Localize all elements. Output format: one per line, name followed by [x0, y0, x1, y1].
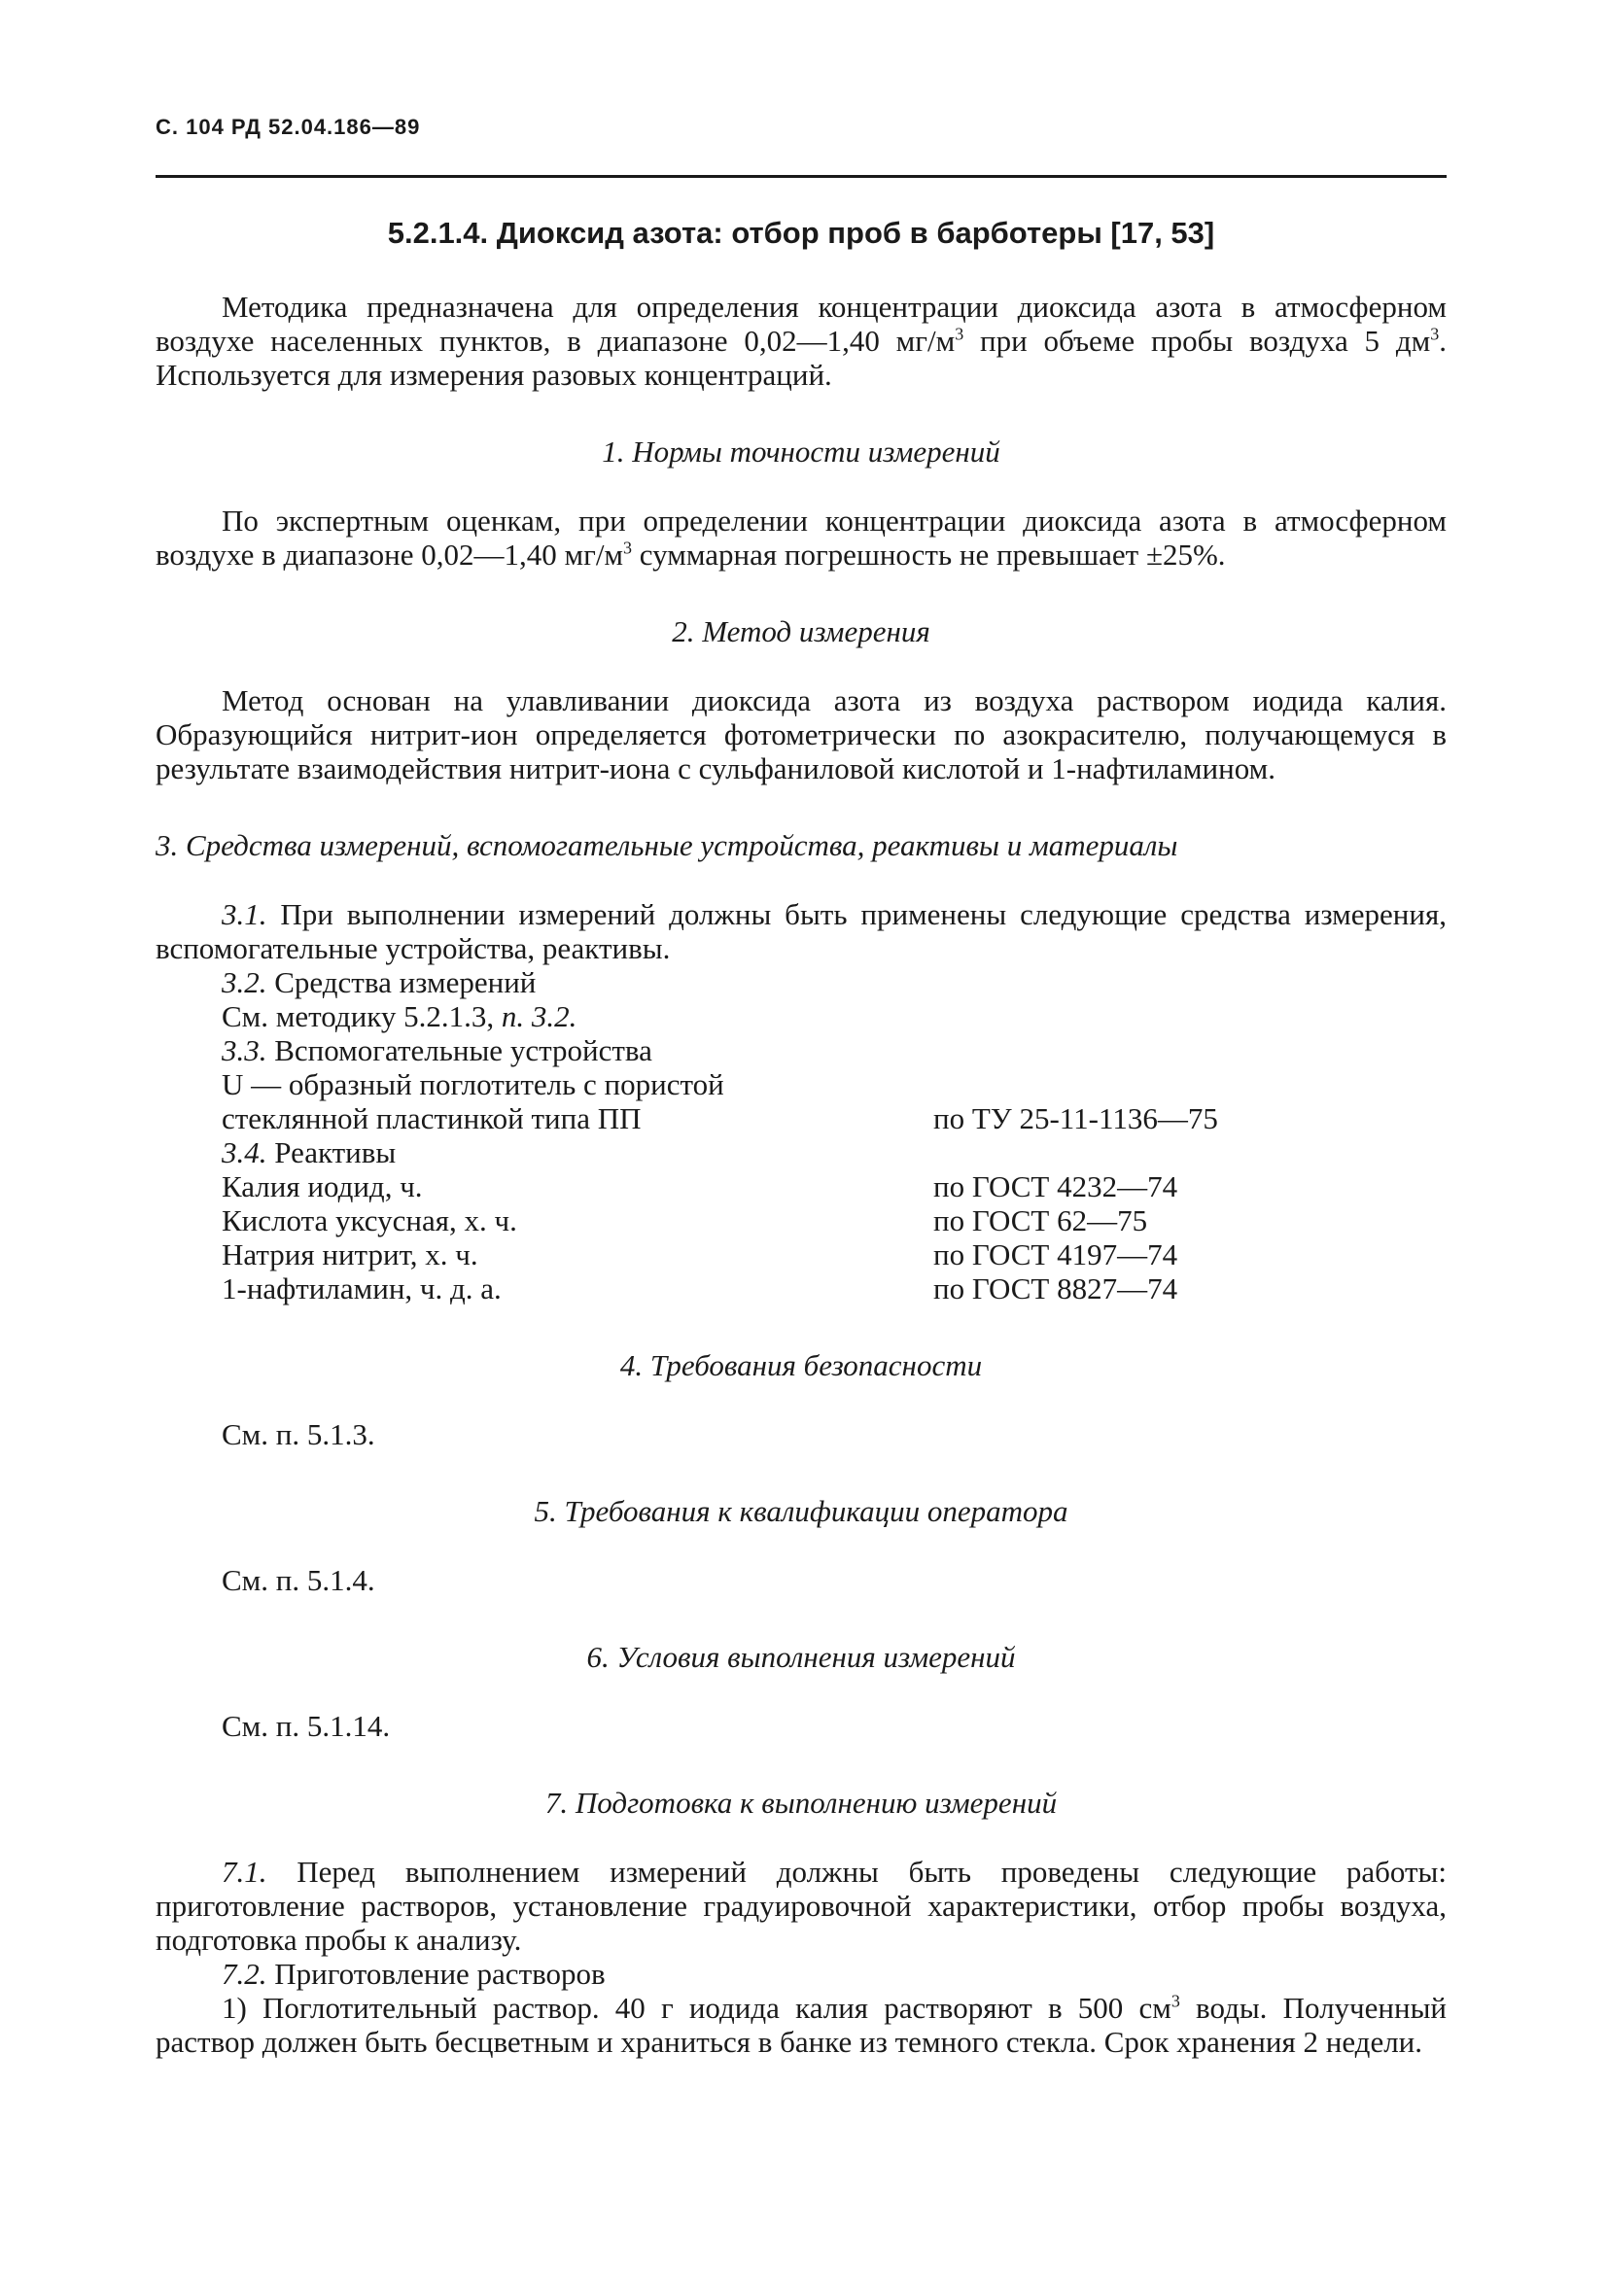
paragraph-3-1	[156, 897, 1447, 965]
header-rule	[156, 175, 1447, 178]
device-standard: по ТУ 25-11-1136—75	[933, 1101, 1218, 1135]
number-3-1: 3.1.	[222, 897, 267, 931]
reagent-name: Калия иодид, ч.	[222, 1169, 423, 1203]
accuracy-text-1: По экспертным оценкам, при определении концентрации диоксида азота в атмосферном воздухе в диапазоне 0,02—1,40 мг/м	[156, 504, 1447, 572]
text-7-2: Приготовление растворов	[266, 1957, 606, 1991]
solution-item-1	[156, 1991, 1447, 2059]
solution-item-1-text-2: воды. Полученный раствор должен быть бесцветным и храниться в банке из темного стекла. Срок хранения 2 недели.	[156, 1991, 1448, 2059]
heading-method: 2. Метод измерения	[672, 614, 930, 648]
paragraph-3-2	[156, 965, 1447, 999]
document-body	[156, 290, 1447, 2059]
reagent-row	[156, 1237, 1447, 1271]
number-3-3: 3.3.	[222, 1033, 267, 1067]
reagent-row	[156, 1203, 1447, 1237]
intro-text-2: при объеме пробы воздуха 5 дм	[963, 324, 1431, 358]
heading-safety: 4. Требования безопасности	[619, 1348, 983, 1382]
paragraph-7-1	[156, 1855, 1447, 1957]
reagent-standard: по ГОСТ 62—75	[933, 1203, 1148, 1237]
heading-equipment: 3. Средства измерений, вспомогательные устройства, реактивы и материалы	[156, 828, 1178, 862]
reference-3-2-italic: п. 3.2.	[501, 999, 577, 1033]
solution-item-1-sup: 3	[1170, 1991, 1180, 2011]
text-3-1: При выполнении измерений должны быть применены следующие средства измерения, вспомогательные устройства, реактивы.	[156, 897, 1447, 965]
heading-accuracy: 1. Нормы точности измерений	[602, 435, 1000, 469]
number-3-4: 3.4.	[222, 1135, 267, 1169]
paragraph-3-3	[156, 1033, 1447, 1067]
intro-text-3: . Используется для измерения разовых концентраций.	[156, 324, 1447, 392]
text-3-4: Реактивы	[266, 1135, 397, 1169]
section-title: 5.2.1.4. Диоксид азота: отбор проб в барботеры [17, 53]	[387, 216, 1215, 250]
paragraph-7-2	[156, 1957, 1447, 1991]
solution-item-1-text-1: 1) Поглотительный раствор. 40 г иодида калия растворяют в 500 см	[222, 1991, 1171, 2025]
device-line-2: стеклянной пластинкой типа ПП	[222, 1101, 642, 1135]
heading-conditions: 6. Условия выполнения измерений	[586, 1640, 1016, 1674]
reagent-standard: по ГОСТ 4197—74	[933, 1237, 1178, 1271]
intro-sup-1: 3	[955, 324, 964, 344]
intro-text-1: Методика предназначена для определения концентрации диоксида азота в атмосферном воздухе населенных пунктов, в диапазоне 0,02—1,40 мг/м	[156, 290, 1447, 358]
accuracy-paragraph	[156, 504, 1447, 572]
reference-3-2	[156, 999, 1447, 1033]
conditions-reference: См. п. 5.1.14.	[222, 1709, 391, 1743]
device-line-1: U — образный поглотитель с пористой	[222, 1067, 724, 1101]
accuracy-sup: 3	[623, 538, 633, 558]
paragraph-3-4	[156, 1135, 1447, 1169]
reagent-name: Натрия нитрит, х. ч.	[222, 1237, 478, 1271]
qualification-reference: См. п. 5.1.4.	[222, 1563, 375, 1597]
reagent-standard: по ГОСТ 8827—74	[933, 1271, 1178, 1305]
intro-sup-2: 3	[1430, 324, 1440, 344]
number-3-2: 3.2.	[222, 965, 267, 999]
text-7-1: Перед выполнением измерений должны быть проведены следующие работы: приготовление растворов, установление градуировочной характеристики, отбор пробы воздуха, подготовка пробы к анализу.	[156, 1855, 1447, 1957]
reagent-name: 1-нафтиламин, ч. д. а.	[222, 1271, 502, 1305]
device-row	[156, 1101, 1447, 1135]
reagent-row	[156, 1271, 1447, 1305]
text-3-3: Вспомогательные устройства	[266, 1033, 652, 1067]
heading-operator-qualification: 5. Требования к квалификации оператора	[534, 1494, 1068, 1528]
reagent-row	[156, 1169, 1447, 1203]
reference-3-2-text: См. методику 5.2.1.3,	[222, 999, 502, 1033]
method-paragraph: Метод основан на улавливании диоксида азота из воздуха раствором иодида калия. Образующийся нитрит-ион определяется фотометрически по азокрасителю, получающемуся в результате взаимодействия нитрит-иона с сульфаниловой кислотой и 1-нафтиламином.	[156, 683, 1447, 785]
safety-reference: См. п. 5.1.3.	[222, 1417, 375, 1451]
reagent-name: Кислота уксусная, х. ч.	[222, 1203, 517, 1237]
heading-preparation: 7. Подготовка к выполнению измерений	[544, 1786, 1058, 1820]
running-header: С. 104 РД 52.04.186—89	[156, 115, 421, 139]
accuracy-text-2: суммарная погрешность не превышает ±25%.	[632, 538, 1226, 572]
number-7-1: 7.1.	[222, 1855, 267, 1889]
number-7-2: 7.2.	[222, 1957, 267, 1991]
intro-paragraph	[156, 290, 1447, 392]
text-3-2: Средства измерений	[266, 965, 537, 999]
reagent-standard: по ГОСТ 4232—74	[933, 1169, 1178, 1203]
